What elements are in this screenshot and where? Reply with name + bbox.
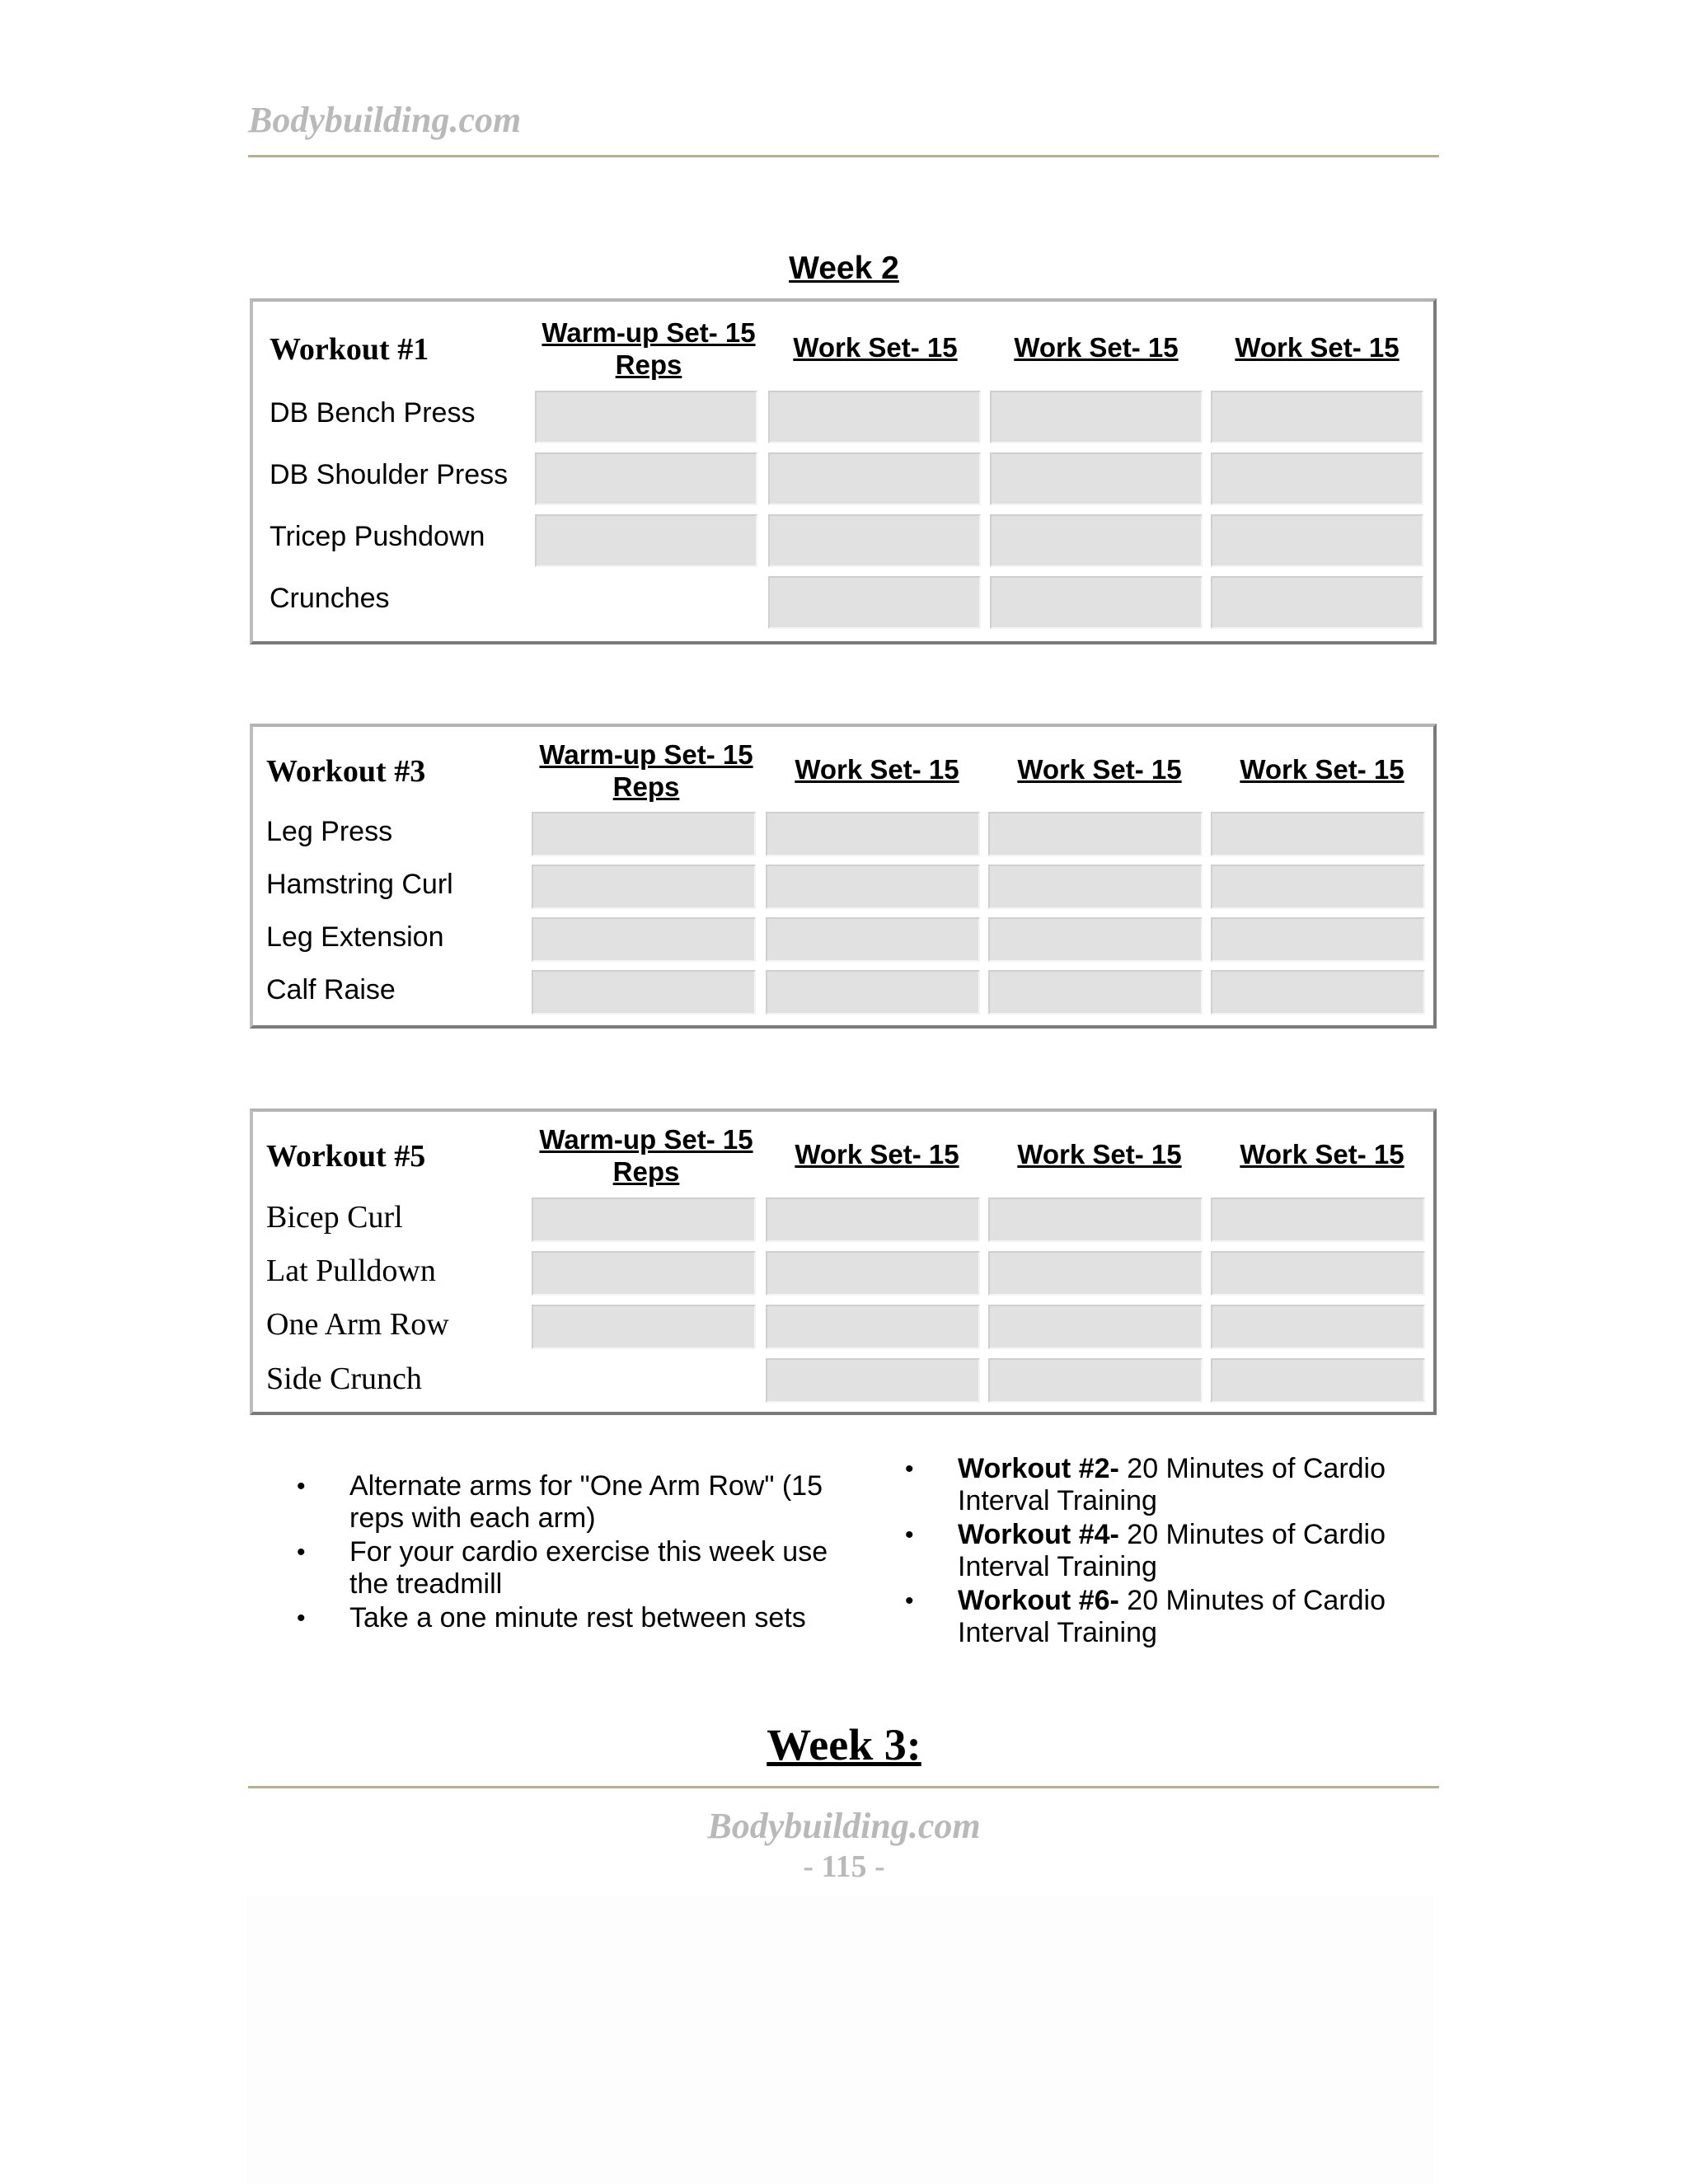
warmup-header: Warm-up Set- 15 Reps — [542, 317, 756, 380]
input-cell[interactable] — [766, 1305, 980, 1349]
exercise-label: DB Shoulder Press — [270, 459, 509, 490]
exercise-label: Side Crunch — [266, 1361, 422, 1396]
input-cell[interactable] — [1211, 1305, 1425, 1349]
work-set-header: Work Set- 15 — [795, 1139, 959, 1169]
input-cell[interactable] — [988, 1305, 1203, 1349]
input-cell[interactable] — [768, 391, 981, 443]
input-cell[interactable] — [532, 917, 756, 962]
input-cell[interactable] — [990, 391, 1203, 443]
exercise-label: Leg Extension — [266, 921, 444, 953]
warmup-header: Warm-up Set- 15 Reps — [539, 739, 753, 802]
exercise-label: One Arm Row — [266, 1307, 449, 1342]
exercise-label: Bicep Curl — [266, 1200, 403, 1235]
input-cell[interactable] — [988, 1251, 1203, 1296]
bullet-icon: • — [905, 1455, 914, 1483]
work-set-header: Work Set- 15 — [1017, 1139, 1182, 1169]
exercise-label: DB Bench Press — [270, 397, 476, 429]
work-set-header: Work Set- 15 — [795, 754, 959, 785]
list-item: • For your cardio exercise this week use the treadmill — [297, 1536, 828, 1600]
input-cell[interactable] — [1211, 917, 1425, 962]
input-cell[interactable] — [766, 812, 980, 856]
page-number: - 115 - — [803, 1849, 885, 1884]
workout-1-table — [250, 298, 1437, 644]
work-set-header: Work Set- 15 — [1017, 754, 1182, 785]
exercise-label: Calf Raise — [266, 974, 396, 1005]
work-set-header: Work Set- 15 — [793, 332, 958, 363]
input-cell[interactable] — [988, 865, 1203, 909]
input-cell[interactable] — [988, 970, 1203, 1015]
input-cell[interactable] — [768, 514, 981, 567]
input-cell[interactable] — [535, 452, 757, 505]
input-cell[interactable] — [988, 1197, 1203, 1242]
bullet-icon: • — [297, 1539, 306, 1566]
input-cell[interactable] — [1211, 970, 1425, 1015]
input-cell[interactable] — [1211, 865, 1425, 909]
warmup-header: Warm-up Set- 15 Reps — [539, 1124, 753, 1187]
input-cell[interactable] — [1211, 452, 1423, 505]
workout-name: Workout #1 — [270, 332, 429, 367]
input-cell[interactable] — [532, 970, 756, 1015]
input-cell[interactable] — [532, 1197, 756, 1242]
input-cell[interactable] — [766, 1197, 980, 1242]
week-3-title: Week 3: — [767, 1720, 921, 1769]
input-cell[interactable] — [1211, 391, 1423, 443]
input-cell[interactable] — [532, 1251, 756, 1296]
input-cell[interactable] — [988, 917, 1203, 962]
input-cell[interactable] — [766, 865, 980, 909]
workout-name: Workout #5 — [266, 1139, 426, 1174]
input-cell[interactable] — [1211, 1197, 1425, 1242]
work-set-header: Work Set- 15 — [1240, 754, 1404, 785]
input-cell[interactable] — [768, 452, 981, 505]
input-cell[interactable] — [1211, 812, 1425, 856]
notes-right — [905, 1453, 1432, 1651]
input-cell[interactable] — [988, 812, 1203, 856]
exercise-label: Hamstring Curl — [266, 869, 453, 900]
header-rule — [248, 155, 1439, 157]
exercise-label: Tricep Pushdown — [270, 521, 485, 552]
bullet-icon: • — [905, 1521, 914, 1549]
input-cell[interactable] — [1211, 1251, 1425, 1296]
input-cell[interactable] — [766, 970, 980, 1015]
input-cell[interactable] — [766, 1251, 980, 1296]
input-cell[interactable] — [766, 1358, 980, 1403]
exercise-label: Crunches — [270, 583, 390, 614]
input-cell[interactable] — [990, 452, 1203, 505]
workout-3-table — [250, 724, 1437, 1029]
list-item: • Workout #2- 20 Minutes of Cardio Interval Training — [905, 1453, 1386, 1516]
work-set-header: Work Set- 15 — [1235, 332, 1400, 363]
input-cell[interactable] — [1211, 1358, 1425, 1403]
list-item: • Take a one minute rest between sets — [297, 1602, 806, 1633]
input-cell[interactable] — [532, 865, 756, 909]
footer-rule — [248, 1786, 1439, 1788]
input-cell[interactable] — [766, 917, 980, 962]
input-cell[interactable] — [535, 391, 757, 443]
notes-left — [297, 1470, 841, 1636]
bullet-icon: • — [297, 1605, 306, 1632]
list-item: • Workout #4- 20 Minutes of Cardio Interval Training — [905, 1519, 1386, 1582]
work-set-header: Work Set- 15 — [1014, 332, 1179, 363]
footer-brand: Bodybuilding.com — [707, 1806, 981, 1846]
exercise-label: Leg Press — [266, 816, 393, 847]
input-cell[interactable] — [532, 1305, 756, 1349]
input-cell[interactable] — [768, 576, 981, 629]
workout-name: Workout #3 — [266, 754, 426, 789]
input-cell[interactable] — [990, 514, 1203, 567]
input-cell[interactable] — [1211, 514, 1423, 567]
week-2-title: Week 2 — [789, 251, 899, 286]
input-cell[interactable] — [990, 576, 1203, 629]
work-set-header: Work Set- 15 — [1240, 1139, 1404, 1169]
page-background — [247, 1896, 1434, 2184]
list-item: • Workout #6- 20 Minutes of Cardio Interval Training — [905, 1585, 1386, 1648]
bullet-icon: • — [297, 1473, 306, 1500]
input-cell[interactable] — [532, 812, 756, 856]
header-brand: Bodybuilding.com — [248, 100, 522, 140]
input-cell[interactable] — [988, 1358, 1203, 1403]
workout-5-table — [250, 1108, 1437, 1415]
exercise-label: Lat Pulldown — [266, 1254, 436, 1288]
input-cell[interactable] — [1211, 576, 1423, 629]
bullet-icon: • — [905, 1587, 914, 1615]
input-cell[interactable] — [535, 514, 757, 567]
list-item: • Alternate arms for "One Arm Row" (15 reps with each arm) — [297, 1470, 823, 1534]
